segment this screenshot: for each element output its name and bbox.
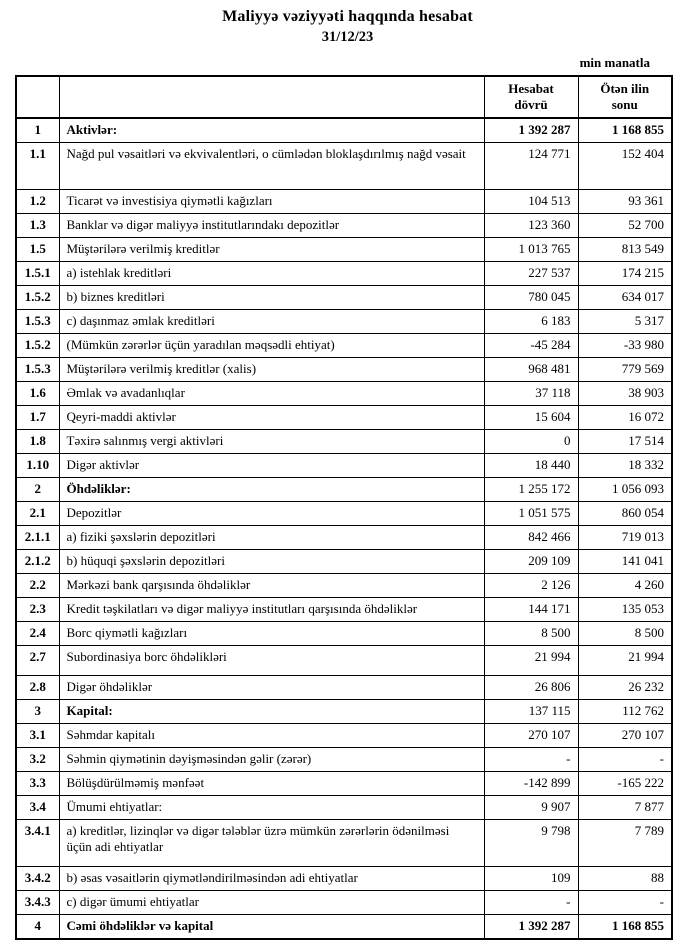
value-cell-prior: 21 994 xyxy=(578,646,672,676)
value-cell-prior: 860 054 xyxy=(578,502,672,526)
row-label-cell: Təxirə salınmış vergi aktivləri xyxy=(59,430,484,454)
report-title: Maliyyə vəziyyəti haqqında hesabat xyxy=(222,8,473,25)
value-cell-current: -142 899 xyxy=(484,772,578,796)
row-number-cell: 2.1.1 xyxy=(16,526,59,550)
value-cell-current: 227 537 xyxy=(484,262,578,286)
value-cell-current: 842 466 xyxy=(484,526,578,550)
row-number-cell: 1.7 xyxy=(16,406,59,430)
value-cell-current: 1 013 765 xyxy=(484,238,578,262)
table-row xyxy=(16,478,672,502)
value-cell-prior: 7 789 xyxy=(578,820,672,867)
row-number-cell: 1.5.3 xyxy=(16,310,59,334)
table-row xyxy=(16,334,672,358)
value-cell-prior: 135 053 xyxy=(578,598,672,622)
row-number-cell: 3.1 xyxy=(16,724,59,748)
value-cell-prior: 88 xyxy=(578,867,672,891)
value-cell-prior: 1 168 855 xyxy=(578,915,672,940)
row-number-cell: 2.2 xyxy=(16,574,59,598)
value-cell-current: 37 118 xyxy=(484,382,578,406)
value-cell-current: 209 109 xyxy=(484,550,578,574)
table-row xyxy=(16,891,672,915)
value-cell-prior: 16 072 xyxy=(578,406,672,430)
value-cell-current: 2 126 xyxy=(484,574,578,598)
row-label-cell: Müştərilərə verilmiş kreditlər (xalis) xyxy=(59,358,484,382)
row-label-cell: Səhmin qiymətinin dəyişməsindən gəlir (zərər) xyxy=(59,748,484,772)
row-number-cell: 3.2 xyxy=(16,748,59,772)
row-label-cell: b) əsas vəsaitlərin qiymətləndirilməsindən adi ehtiyatlar xyxy=(59,867,484,891)
table-body xyxy=(16,118,672,939)
row-label-cell: Səhmdar kapitalı xyxy=(59,724,484,748)
row-label-cell: Cəmi öhdəliklər və kapital xyxy=(59,915,484,940)
value-cell-current: 15 604 xyxy=(484,406,578,430)
value-cell-prior: 93 361 xyxy=(578,190,672,214)
table-row xyxy=(16,700,672,724)
row-number-cell: 2.1 xyxy=(16,502,59,526)
table-row xyxy=(16,598,672,622)
row-label-cell: Depozitlər xyxy=(59,502,484,526)
row-label-cell: (Mümkün zərərlər üçün yaradılan məqsədli ehtiyat) xyxy=(59,334,484,358)
value-cell-current: 8 500 xyxy=(484,622,578,646)
unit-label: min manatla xyxy=(579,55,650,70)
table-row xyxy=(16,796,672,820)
value-cell-current: 124 771 xyxy=(484,143,578,190)
row-number-cell: 1.5.3 xyxy=(16,358,59,382)
row-label-cell: c) daşınmaz əmlak kreditləri xyxy=(59,310,484,334)
row-number-cell: 1.2 xyxy=(16,190,59,214)
row-number-cell: 3.4 xyxy=(16,796,59,820)
table-row xyxy=(16,382,672,406)
table-row xyxy=(16,406,672,430)
row-label-cell: a) fiziki şəxslərin depozitləri xyxy=(59,526,484,550)
row-number-cell: 1.10 xyxy=(16,454,59,478)
row-label-cell: c) digər ümumi ehtiyatlar xyxy=(59,891,484,915)
table-row xyxy=(16,502,672,526)
row-number-cell: 3.4.3 xyxy=(16,891,59,915)
table-row xyxy=(16,574,672,598)
value-cell-current: 0 xyxy=(484,430,578,454)
value-cell-prior: 5 317 xyxy=(578,310,672,334)
row-label-cell: Əmlak və avadanlıqlar xyxy=(59,382,484,406)
value-cell-current: 137 115 xyxy=(484,700,578,724)
value-cell-current: 9 798 xyxy=(484,820,578,867)
row-label-cell: a) kreditlər, lizinqlər və digər tələblər üzrə mümkün zərərlərin ödənilməsi üçün adi ehtiyatlar xyxy=(59,820,484,867)
value-cell-prior: 7 877 xyxy=(578,796,672,820)
value-cell-prior: 8 500 xyxy=(578,622,672,646)
row-number-cell: 1.1 xyxy=(16,143,59,190)
value-cell-prior: 141 041 xyxy=(578,550,672,574)
value-cell-current: 18 440 xyxy=(484,454,578,478)
value-cell-current: -45 284 xyxy=(484,334,578,358)
value-cell-prior: 719 013 xyxy=(578,526,672,550)
report-date: 31/12/23 xyxy=(321,29,374,45)
table-row xyxy=(16,118,672,143)
col-header-current-period: Hesabat dövrü xyxy=(484,76,578,118)
table-row xyxy=(16,214,672,238)
table-row xyxy=(16,748,672,772)
table-row xyxy=(16,238,672,262)
value-cell-current: 270 107 xyxy=(484,724,578,748)
value-cell-current: 104 513 xyxy=(484,190,578,214)
row-number-cell: 1.5 xyxy=(16,238,59,262)
row-label-cell: Kapital: xyxy=(59,700,484,724)
table-row xyxy=(16,915,672,940)
col-header-description xyxy=(59,76,484,118)
value-cell-current: 9 907 xyxy=(484,796,578,820)
value-cell-current: 1 392 287 xyxy=(484,118,578,143)
row-label-cell: Banklar və digər maliyyə institutlarındakı depozitlər xyxy=(59,214,484,238)
value-cell-prior: 38 903 xyxy=(578,382,672,406)
row-number-cell: 2.7 xyxy=(16,646,59,676)
row-number-cell: 1.5.2 xyxy=(16,334,59,358)
row-number-cell: 3.4.2 xyxy=(16,867,59,891)
row-number-cell: 2.8 xyxy=(16,676,59,700)
value-cell-current: 6 183 xyxy=(484,310,578,334)
row-label-cell: b) biznes kreditləri xyxy=(59,286,484,310)
row-number-cell: 1.3 xyxy=(16,214,59,238)
col-header-prior-period: Ötən ilin sonu xyxy=(578,76,672,118)
value-cell-prior: 174 215 xyxy=(578,262,672,286)
row-label-cell: Öhdəliklər: xyxy=(59,478,484,502)
row-number-cell: 3.3 xyxy=(16,772,59,796)
value-cell-current: 1 255 172 xyxy=(484,478,578,502)
value-cell-prior: 4 260 xyxy=(578,574,672,598)
row-label-cell: Nağd pul vəsaitləri və ekvivalentləri, o cümlədən bloklaşdırılmış nağd vəsait xyxy=(59,143,484,190)
value-cell-prior: -165 222 xyxy=(578,772,672,796)
row-label-cell: Aktivlər: xyxy=(59,118,484,143)
table-row xyxy=(16,622,672,646)
table-row xyxy=(16,867,672,891)
table-row xyxy=(16,550,672,574)
value-cell-prior: 270 107 xyxy=(578,724,672,748)
row-label-cell: Digər öhdəliklər xyxy=(59,676,484,700)
row-label-cell: Qeyri-maddi aktivlər xyxy=(59,406,484,430)
row-label-cell: Borc qiymətli kağızları xyxy=(59,622,484,646)
table-row xyxy=(16,262,672,286)
table-row xyxy=(16,143,672,190)
row-number-cell: 1.5.2 xyxy=(16,286,59,310)
table-row xyxy=(16,310,672,334)
table-row xyxy=(16,430,672,454)
row-number-cell: 1.6 xyxy=(16,382,59,406)
row-number-cell: 1.5.1 xyxy=(16,262,59,286)
table-row xyxy=(16,820,672,867)
value-cell-current: 123 360 xyxy=(484,214,578,238)
table-row xyxy=(16,646,672,676)
value-cell-prior: - xyxy=(578,891,672,915)
row-label-cell: b) hüquqi şəxslərin depozitləri xyxy=(59,550,484,574)
value-cell-prior: - xyxy=(578,748,672,772)
financial-position-table xyxy=(15,75,673,940)
row-label-cell: Subordinasiya borc öhdəlikləri xyxy=(59,646,484,676)
value-cell-prior: 112 762 xyxy=(578,700,672,724)
value-cell-current: 109 xyxy=(484,867,578,891)
value-cell-current: 1 392 287 xyxy=(484,915,578,940)
value-cell-prior: -33 980 xyxy=(578,334,672,358)
row-label-cell: Digər aktivlər xyxy=(59,454,484,478)
row-number-cell: 4 xyxy=(16,915,59,940)
value-cell-prior: 52 700 xyxy=(578,214,672,238)
value-cell-current: 1 051 575 xyxy=(484,502,578,526)
row-number-cell: 2.3 xyxy=(16,598,59,622)
row-label-cell: Ümumi ehtiyatlar: xyxy=(59,796,484,820)
value-cell-prior: 152 404 xyxy=(578,143,672,190)
row-number-cell: 2.4 xyxy=(16,622,59,646)
value-cell-current: 21 994 xyxy=(484,646,578,676)
row-label-cell: Kredit təşkilatları və digər maliyyə institutları qarşısında öhdəliklər xyxy=(59,598,484,622)
table-row xyxy=(16,286,672,310)
value-cell-current: - xyxy=(484,748,578,772)
row-label-cell: Ticarət və investisiya qiymətli kağızları xyxy=(59,190,484,214)
row-number-cell: 2.1.2 xyxy=(16,550,59,574)
value-cell-prior: 813 549 xyxy=(578,238,672,262)
table-row xyxy=(16,724,672,748)
table-row xyxy=(16,358,672,382)
table-row xyxy=(16,190,672,214)
value-cell-prior: 18 332 xyxy=(578,454,672,478)
row-number-cell: 1 xyxy=(16,118,59,143)
value-cell-prior: 634 017 xyxy=(578,286,672,310)
table-row xyxy=(16,454,672,478)
col-header-number xyxy=(16,76,59,118)
value-cell-current: 144 171 xyxy=(484,598,578,622)
value-cell-prior: 779 569 xyxy=(578,358,672,382)
value-cell-current: 26 806 xyxy=(484,676,578,700)
row-label-cell: Bölüşdürülməmiş mənfəət xyxy=(59,772,484,796)
value-cell-prior: 1 168 855 xyxy=(578,118,672,143)
row-number-cell: 3.4.1 xyxy=(16,820,59,867)
table-row xyxy=(16,676,672,700)
table-row xyxy=(16,526,672,550)
row-number-cell: 3 xyxy=(16,700,59,724)
value-cell-current: 780 045 xyxy=(484,286,578,310)
value-cell-current: - xyxy=(484,891,578,915)
row-number-cell: 2 xyxy=(16,478,59,502)
row-label-cell: Müştərilərə verilmiş kreditlər xyxy=(59,238,484,262)
table-header-row xyxy=(16,76,672,118)
row-label-cell: Mərkəzi bank qarşısında öhdəliklər xyxy=(59,574,484,598)
value-cell-prior: 1 056 093 xyxy=(578,478,672,502)
value-cell-prior: 26 232 xyxy=(578,676,672,700)
row-label-cell: a) istehlak kreditləri xyxy=(59,262,484,286)
table-row xyxy=(16,772,672,796)
row-number-cell: 1.8 xyxy=(16,430,59,454)
value-cell-prior: 17 514 xyxy=(578,430,672,454)
value-cell-current: 968 481 xyxy=(484,358,578,382)
